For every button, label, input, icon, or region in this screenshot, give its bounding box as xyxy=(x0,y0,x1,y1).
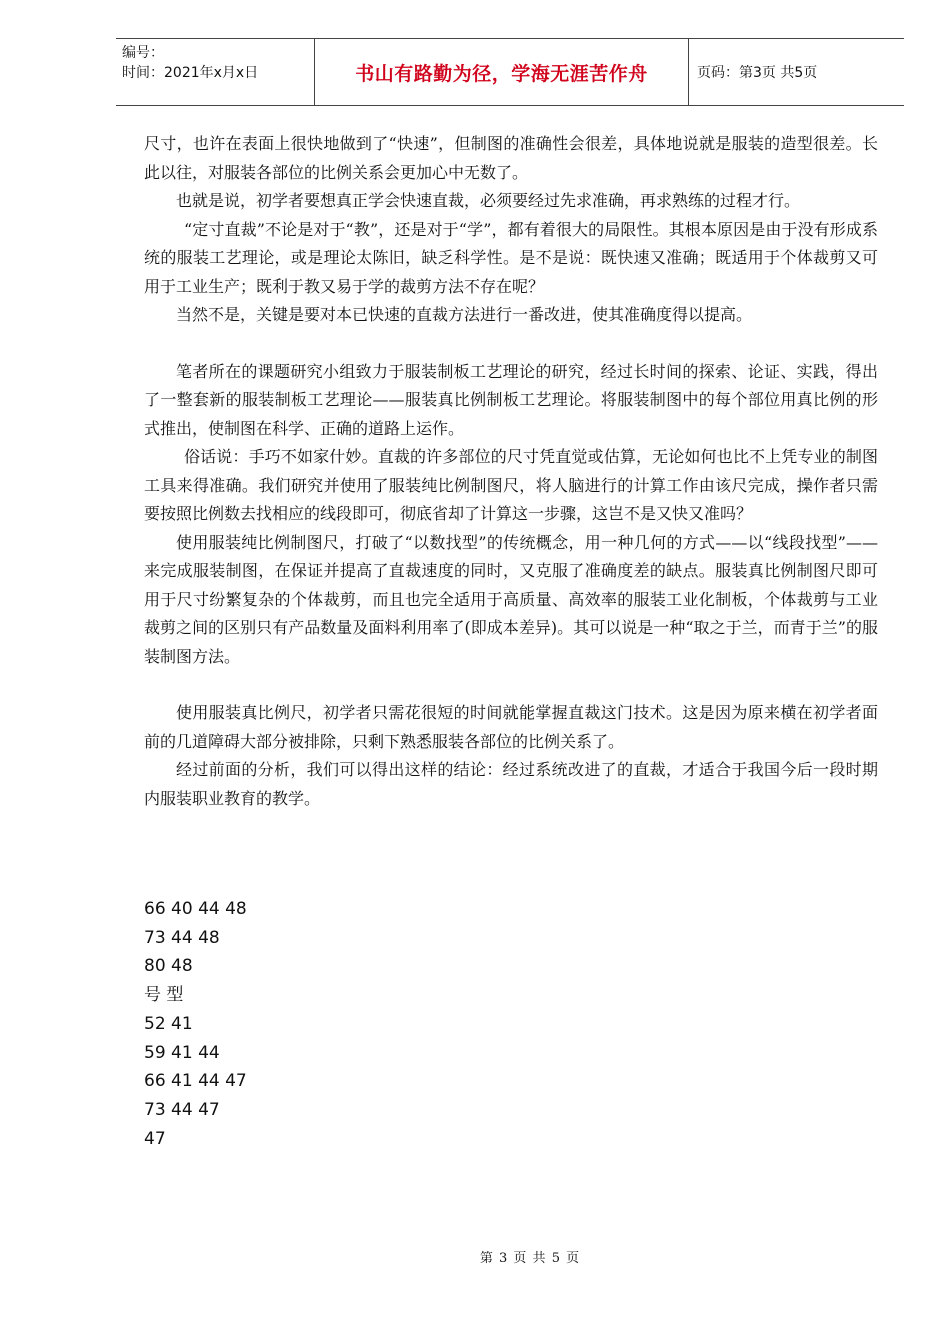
spacer xyxy=(144,671,878,699)
time-label: 时间：2021年x月x日 xyxy=(122,65,259,81)
paragraph: “定寸直裁”不论是对于“教”，还是对于“学”，都有着很大的局限性。其根本原因是由于没有形成系统的服装工艺理论，或是理论太陈旧，缺乏科学性。是不是说：既快速又准确；既适用于个体裁剪又可用于工业生产；既利于教又易于学的裁剪方法不存在呢？ xyxy=(144,219,878,296)
paragraph: 笔者所在的课题研究小组致力于服装制板工艺理论的研究，经过长时间的探索、论证、实践，得出了一整套新的服装制板工艺理论——服装真比例制板工艺理论。将服装制图中的每个部位用真比例的形式推出，使制图在科学、正确的道路上运作。 xyxy=(144,361,878,438)
serial-label: 编号： xyxy=(122,45,164,61)
header-page-info: 页码：第3页 共5页 xyxy=(697,65,818,81)
paragraph: 当然不是，关键是要对本已快速的直裁方法进行一番改进，使其准确度得以提高。 xyxy=(176,305,753,324)
number-line: 66 40 44 48 xyxy=(144,899,247,919)
paragraph: 经过前面的分析，我们可以得出这样的结论：经过系统改进了的直裁，才适合于我国今后一段时期内服装职业教育的教学。 xyxy=(144,760,878,808)
paragraph: 使用服装纯比例制图尺，打破了“以数找型”的传统概念，用一种几何的方式——以“线段找型”——来完成服装制图，在保证并提高了直裁速度的同时，又克服了准确度差的缺点。服装真比例制图尺即可用于尺寸纷繁复杂的个体裁剪，而且也完全适用于高质量、高效率的服装工业化制板，个体裁剪与工业裁剪之间的区别只有产品数量及面料利用率了(即成本差异)。其可以说是一种“取之于兰，而青于兰”的服装制图方法。 xyxy=(144,532,878,666)
number-line: 52 41 xyxy=(144,1013,193,1034)
paragraph: 也就是说，初学者要想真正学会快速直裁，必须要经过先求准确，再求熟练的过程才行。 xyxy=(176,191,801,210)
number-line: 73 44 48 xyxy=(144,927,220,948)
spacer xyxy=(144,330,878,358)
number-line: 47 xyxy=(144,1128,166,1149)
paragraph: 尺寸，也许在表面上很快地做到了“快速”，但制图的准确性会很差，具体地说就是服装的造型很差。长此以往，对服装各部位的比例关系会更加心中无数了。 xyxy=(144,134,878,182)
page-header xyxy=(116,38,904,106)
page-footer: 第 3 页 共 5 页 xyxy=(479,1251,581,1266)
paragraph: 使用服装真比例尺，初学者只需花很短的时间就能掌握直裁这门技术。这是因为原来横在初学者面前的几道障碍大部分被排除，只剩下熟悉服装各部位的比例关系了。 xyxy=(144,703,878,751)
header-meta xyxy=(116,39,315,105)
document-body xyxy=(144,130,878,1153)
number-line: 号 型 xyxy=(144,985,184,1006)
header-motto: 书山有路勤为径，学海无涯苦作舟 xyxy=(315,39,689,105)
number-list xyxy=(144,895,878,1153)
number-line: 59 41 44 xyxy=(144,1042,220,1063)
number-line: 80 48 xyxy=(144,956,193,977)
number-line: 66 41 44 47 xyxy=(144,1071,247,1092)
number-line: 73 44 47 xyxy=(144,1099,220,1120)
paragraph: 俗话说：手巧不如家什妙。直裁的许多部位的尺寸凭直觉或估算，无论如何也比不上凭专业的制图工具来得准确。我们研究并使用了服装纯比例制图尺，将人脑进行的计算工作由该尺完成，操作者只需要按照比例数去找相应的线段即可，彻底省却了计算这一步骤，这岂不是又快又准吗？ xyxy=(144,447,878,523)
spacer xyxy=(144,813,878,895)
